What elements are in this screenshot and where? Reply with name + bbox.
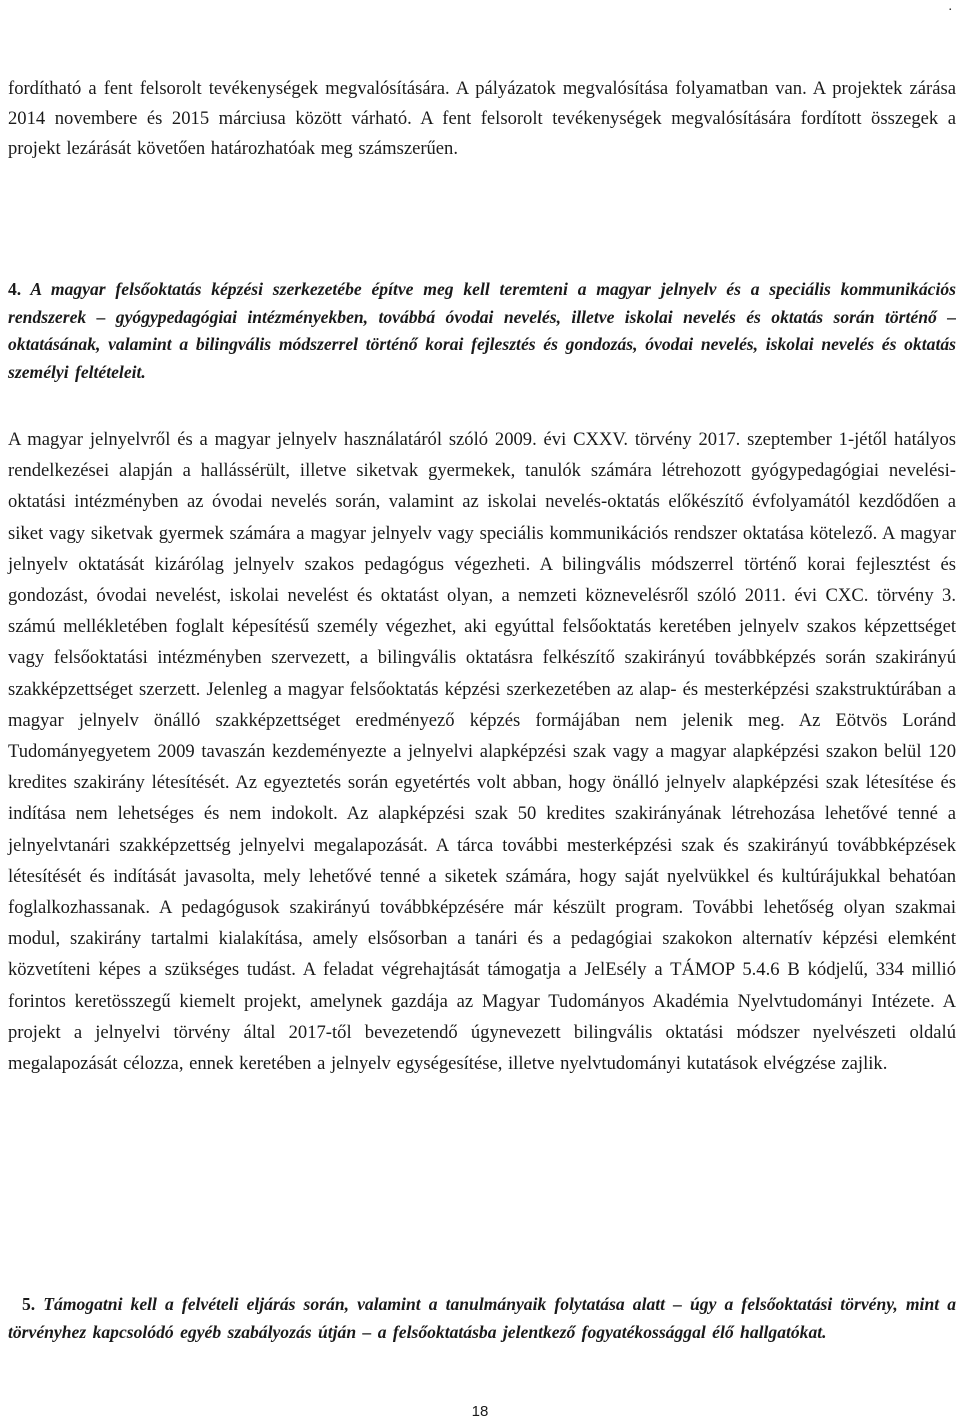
section-4-heading [8, 276, 956, 386]
section-5-heading-text: Támogatni kell a felvételi eljárás során, valamint a tanulmányaik folytatása alatt – úgy a felsőoktatási törvény, mint a törvényhez kapcsolódó egyéb szabályozás útján – a felsőoktatásba jelentkező fogyatékossággal élő hallgatókat. [8, 1294, 956, 1342]
section-4-body: A magyar jelnyelvről és a magyar jelnyelv használatáról szóló 2009. évi CXXV. törvény 2017. szeptember 1-jétől hatályos rendelkezései alapján a hallássérült, illetve siketvak gyermekek, tanulók számára létrehozott gyógypedagógiai nevelési-oktatási intézményben az óvodai nevelés során, valamint az iskolai nevelés-oktatás előkészítő évfolyamától kezdődően a siket vagy siketvak gyermek számára a magyar jelnyelv vagy speciális kommunikációs rendszer oktatása kötelező. A magyar jelnyelv oktatását kizárólag jelnyelv szakos pedagógus végezheti. A bilingvális módszerrel történő korai fejlesztést és gondozást, óvodai nevelést, iskolai nevelést és oktatást olyan, a nemzeti köznevelésről szóló 2011. évi CXC. törvény 3. számú mellékletében foglalt képesítésű személy végezhet, aki egyúttal felsőoktatás keretében jelnyelv szakos képzettséget vagy felsőoktatási intézményben szervezett, a bilingvális oktatásra felkészítő szakirányú továbbképzés során szakirányú szakképzettséget szerzett. Jelenleg a magyar felsőoktatás képzési szerkezetében az alap- és mesterképzési szakstruktúrában a magyar jelnyelv önálló szakképzettséget eredményező képzés formájában nem jelenik meg. Az Eötvös Loránd Tudományegyetem 2009 tavaszán kezdeményezte a jelnyelvi alapképzési szak vagy a magyar alapképzési szakon belül 120 kredites szakirány létesítését. Az egyeztetés során egyetértés volt abban, hogy önálló jelnyelv alapképzési szak létesítése és indítása nem lehetséges és nem indokolt. Az alapképzési szak 50 kredites szakirányának létrehozása lehetővé tenné a jelnyelvtanári szakképzettség jelnyelvi megalapozását. A tárca további mesterképzési szak és szakirányú továbbképzések létesítését és indítását javasolta, mely lehetővé tenné a siketek számára, hogy saját nyelvükkel és kultúrájukkal behatóan foglalkozhassanak. A pedagógusok szakirányú továbbképzésére már készült program. További lehetőség olyan szakmai modul, szakirány tartalmi kialakítása, amely elsősorban a tanári és a pedagógiai szakokon alternatív képzési elemként közvetíteni képes a szükséges tudást. A feladat végrehajtását támogatja a JelEsély a TÁMOP 5.4.6 B kódjelű, 334 millió forintos keretösszegű kiemelt projekt, amelynek gazdája az Magyar Tudományos Akadémia Nyelvtudományi Intézete. A projekt a jelnyelvi törvény által 2017-től bevezetendő úgynevezett bilingvális oktatási módszer nyelvészeti oldalú megalapozását célozza, ennek keretében a jelnyelv egységesítése, illetve nyelvtudományi kutatások elvégzése zajlik. [8, 429, 956, 1075]
page-number: 18 [471, 1403, 489, 1420]
section-4-heading-text: A magyar felsőoktatás képzési szerkezetébe építve meg kell teremteni a magyar jelnyelv és a speciális kommunikációs rendszerek – gyógypedagógiai intézményekben, továbbá óvodai nevelés, illetve iskolai nevelés és oktatás során történő – oktatásának, valamint a bilingvális módszerrel történő korai fejlesztés és gondozás, óvodai nevelés, iskolai nevelés és oktatás személyi feltételeit. [8, 279, 956, 382]
section-4-number: 4. [8, 279, 22, 299]
intro-paragraph: fordítható a fent felsorolt tevékenységek megvalósítására. A pályázatok megvalósítása folyamatban van. A projektek zárása 2014 novembere és 2015 márciusa között várható. A fent felsorolt tevékenységek megvalósítására fordított összegek a projekt lezárását követően határozhatóak meg számszerűen. [8, 78, 956, 159]
corner-mark: . [948, 0, 952, 14]
section-5-heading [8, 1291, 956, 1346]
section-5-number: 5. [22, 1294, 36, 1314]
